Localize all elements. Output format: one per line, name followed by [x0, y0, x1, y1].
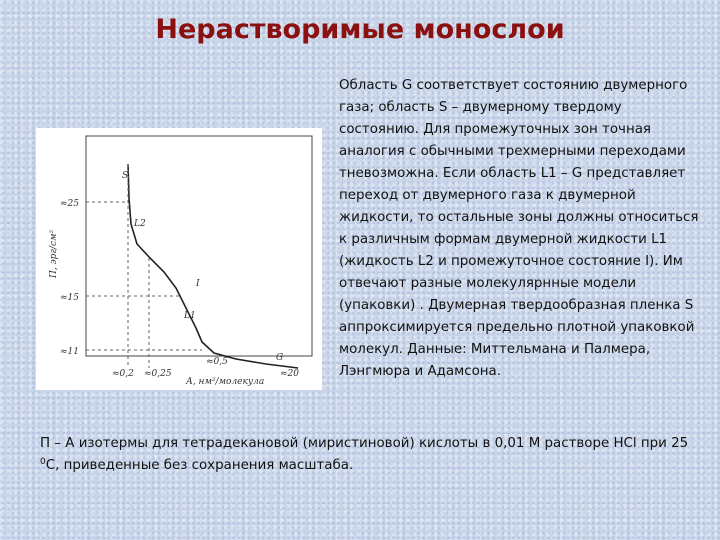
isotherm-plot [36, 128, 322, 390]
region-label-s: S [122, 171, 129, 181]
region-label-l2: L2 [134, 219, 146, 229]
y-axis-label: П, эрг/см² [49, 229, 59, 278]
tick-label-02: ≈0,2 [112, 369, 134, 379]
tick-label-025: ≈0,25 [144, 369, 172, 379]
description-text: Область G соответствует состоянию двумерного газа; область S – двумерному твердому состоянию. Для промежуточных зон точная аналогия с обычными трехмерными переходами тневозможна. Если область L1 – G представляет переход от двумерного газа к двумерной жидкости, то остальные зоны должны относиться к различным формам двумерной жидкости L1 (жидкость L2 и промежуточное состояние I). Им отвечают разные молекулярнные модели (упаковки) . Двумерная твердообразная пленка S аппроксимируется предельно плотной упаковкой молекул. Данные: Миттельмана и Палмера, Лэнгмюра и Адамсона. [339, 78, 699, 379]
caption-degree: 0 [40, 457, 46, 467]
plot-frame [86, 136, 312, 356]
tick-label-05: ≈0,5 [206, 357, 228, 367]
isotherm-figure [36, 128, 322, 390]
tick-label-15: ≈15 [60, 293, 79, 303]
x-axis-label: А, нм²/молекула [186, 377, 265, 387]
region-label-i: I [196, 279, 200, 289]
region-label-l1: L1 [184, 311, 196, 321]
figure-caption [40, 433, 704, 477]
isotherm-curve [128, 164, 298, 368]
tick-label-11: ≈11 [60, 347, 79, 357]
tick-label-25: ≈25 [60, 199, 79, 209]
page-title: Нерастворимые монослои [155, 14, 565, 45]
caption-text-start: П – А изотермы для тетрадекановой (миристиновой) кислоты в 0,01 М растворе HCl при 25 [40, 436, 689, 451]
caption-text-end: С, приведенные без сохранения масштаба. [45, 458, 354, 473]
region-label-g: G [276, 353, 284, 363]
tick-label-20: ≈20 [280, 369, 299, 379]
